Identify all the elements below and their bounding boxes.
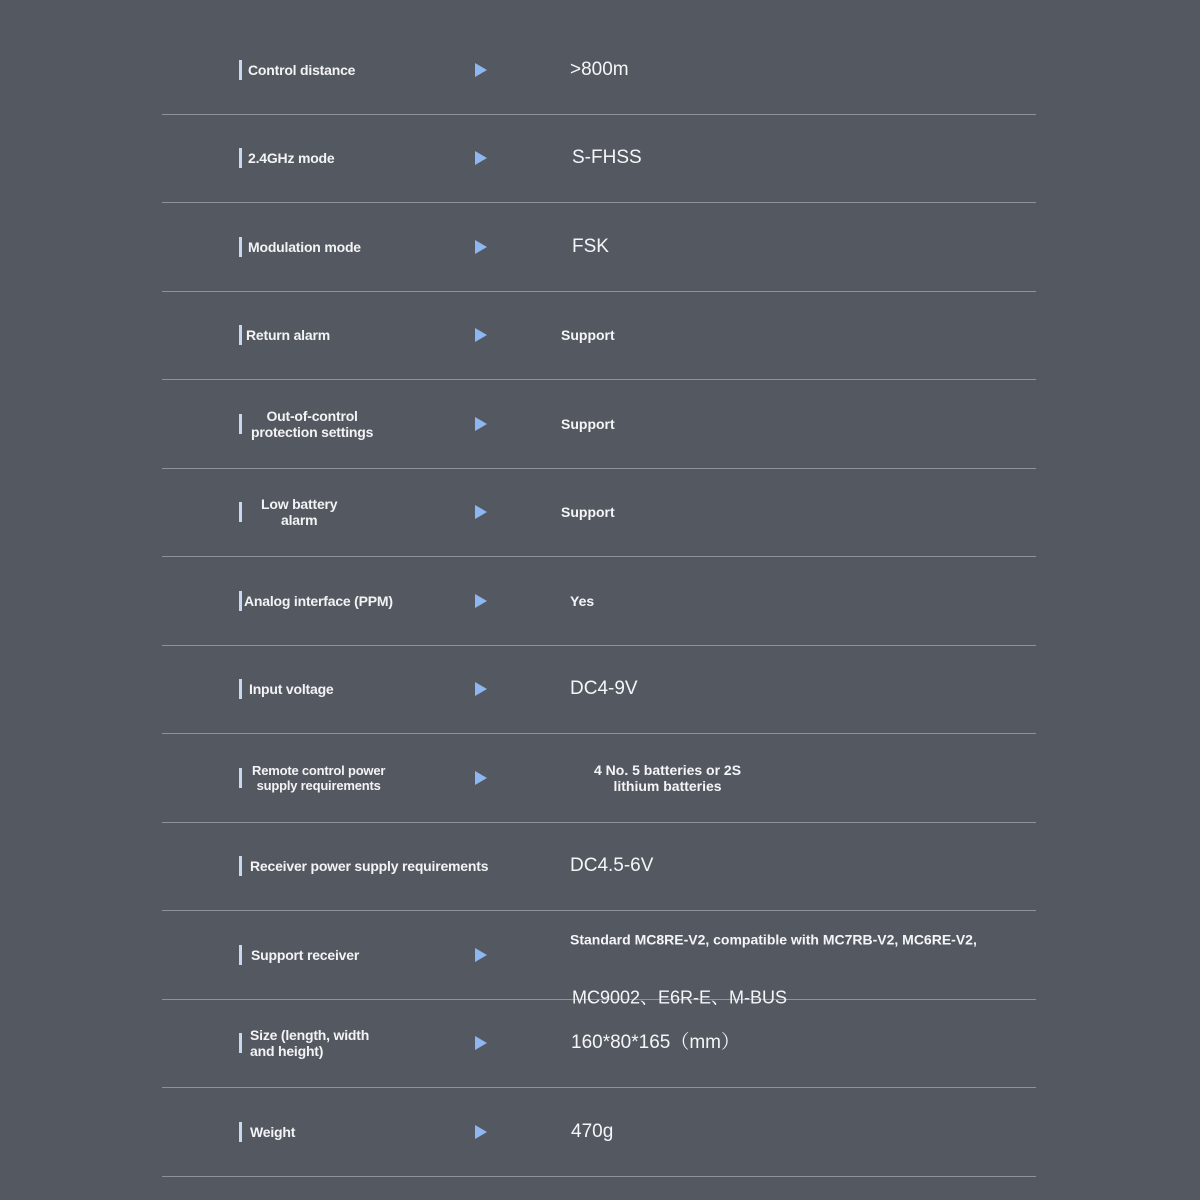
spec-label: Weight <box>250 1123 296 1140</box>
spec-label: 2.4GHz mode <box>248 150 335 167</box>
spec-label: Support receiver <box>251 946 360 963</box>
spec-row-return-alarm <box>162 292 1036 381</box>
spec-row-modulation-mode <box>162 203 1036 292</box>
spec-row-size <box>162 1000 1036 1089</box>
spec-value: Support <box>561 415 615 432</box>
spec-value: >800m <box>570 58 629 80</box>
play-arrow-icon <box>475 417 487 431</box>
spec-label: Low battery alarm <box>261 496 338 529</box>
play-arrow-icon <box>475 594 487 608</box>
play-arrow-icon <box>475 682 487 696</box>
spec-label: Input voltage <box>249 681 334 698</box>
play-arrow-icon <box>475 1125 487 1139</box>
row-marker-bar <box>239 148 242 168</box>
row-marker-bar <box>239 237 242 257</box>
spec-label: Receiver power supply requirements <box>250 858 489 875</box>
row-marker-bar <box>239 502 242 522</box>
spec-label: Return alarm <box>246 327 330 344</box>
spec-row-input-voltage <box>162 646 1036 735</box>
spec-value-line: Standard MC8RE-V2, compatible with MC7RB-V2, MC6RE-V2, <box>570 931 977 948</box>
spec-value: DC4.5-6V <box>570 855 654 877</box>
row-marker-bar <box>239 856 242 876</box>
spec-value-multiline <box>570 896 977 1013</box>
play-arrow-icon <box>475 63 487 77</box>
spec-label: Analog interface (PPM) <box>244 592 393 609</box>
spec-row-support-receiver <box>162 911 1036 1008</box>
spec-label: Control distance <box>248 61 356 78</box>
spec-value: 160*80*165（mm） <box>571 1032 740 1054</box>
spec-row-weight <box>162 1088 1036 1177</box>
spec-table <box>162 26 1036 1177</box>
spec-value: Yes <box>570 592 595 609</box>
play-arrow-icon <box>475 1036 487 1050</box>
spec-row-remote-power-supply <box>162 734 1036 823</box>
spec-label: Modulation mode <box>248 238 361 255</box>
row-marker-bar <box>239 1122 242 1142</box>
play-arrow-icon <box>475 151 487 165</box>
row-marker-bar <box>239 60 242 80</box>
row-marker-bar <box>239 768 242 788</box>
play-arrow-icon <box>475 771 487 785</box>
spec-value: FSK <box>572 235 609 257</box>
spec-row-2-4ghz-mode <box>162 115 1036 204</box>
row-marker-bar <box>239 414 242 434</box>
spec-value: DC4-9V <box>570 678 638 700</box>
spec-label: Remote control power supply requirements <box>252 762 386 793</box>
row-marker-bar <box>239 591 242 611</box>
spec-value: 4 No. 5 batteries or 2S lithium batteries <box>594 761 742 794</box>
row-marker-bar <box>239 325 242 345</box>
play-arrow-icon <box>475 240 487 254</box>
spec-value: Support <box>561 504 615 521</box>
spec-label: Out-of-control protection settings <box>251 407 374 440</box>
play-arrow-icon <box>475 948 487 962</box>
spec-row-analog-interface <box>162 557 1036 646</box>
row-marker-bar <box>239 945 242 965</box>
row-marker-bar <box>239 679 242 699</box>
play-arrow-icon <box>475 328 487 342</box>
play-arrow-icon <box>475 505 487 519</box>
spec-row-out-of-control-protection <box>162 380 1036 469</box>
spec-value: 470g <box>571 1120 614 1142</box>
spec-value: S-FHSS <box>572 147 642 169</box>
row-marker-bar <box>239 1033 242 1053</box>
spec-value-line: MC9002、E6R-E、M-BUS <box>572 987 788 1008</box>
spec-row-low-battery-alarm <box>162 469 1036 558</box>
spec-row-control-distance <box>162 26 1036 115</box>
spec-label: Size (length, width and height) <box>250 1027 370 1060</box>
spec-value: Support <box>561 327 615 344</box>
